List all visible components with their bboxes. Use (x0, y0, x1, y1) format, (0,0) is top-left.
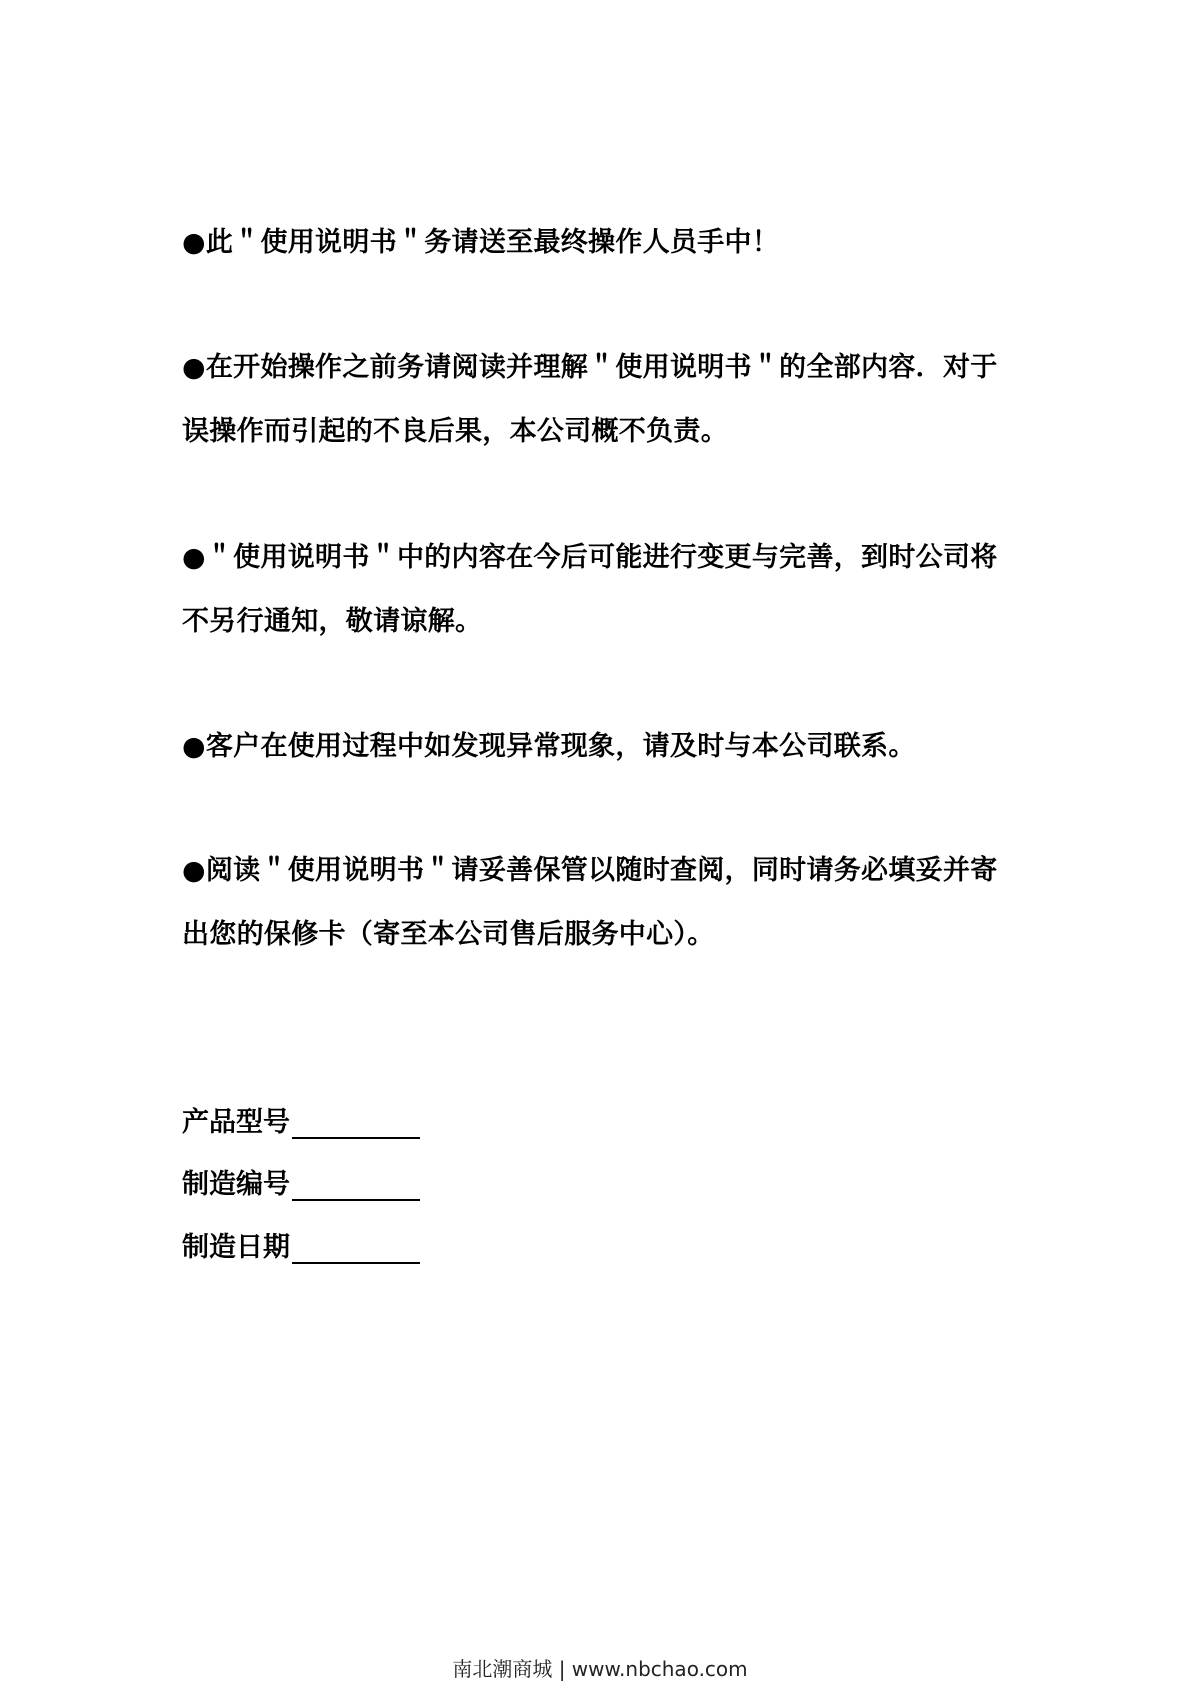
notice-deliver-manual: ●此＂使用说明书＂务请送至最终操作人员手中！ (182, 227, 780, 258)
manufacture-date-field (182, 1228, 420, 1268)
footer-watermark: 南北潮商城 | www.nbchao.com (452, 1657, 748, 1681)
serial-number-label: 制造编号 (182, 1169, 290, 1200)
notice-contact-company: ●客户在使用过程中如发现异常现象，请及时与本公司联系。 (182, 731, 916, 762)
product-model-label: 产品型号 (182, 1107, 290, 1138)
notice-read-before-operation: ●在开始操作之前务请阅读并理解＂使用说明书＂的全部内容．对于误操作而引起的不良后果，本公司概不负责。 (182, 352, 998, 447)
serial-number-field (182, 1165, 420, 1205)
manufacture-date-label: 制造日期 (182, 1232, 290, 1263)
product-model-field (182, 1103, 420, 1143)
manufacture-date-blank (292, 1232, 420, 1264)
serial-number-blank (292, 1169, 420, 1201)
notice-keep-manual-warranty: ●阅读＂使用说明书＂请妥善保管以随时查阅，同时请务必填妥并寄出您的保修卡（寄至本公司售后服务中心）。 (182, 855, 998, 950)
notice-content-may-change: ●＂使用说明书＂中的内容在今后可能进行变更与完善，到时公司将不另行通知，敬请谅解。 (182, 542, 998, 637)
product-model-blank (292, 1107, 420, 1139)
